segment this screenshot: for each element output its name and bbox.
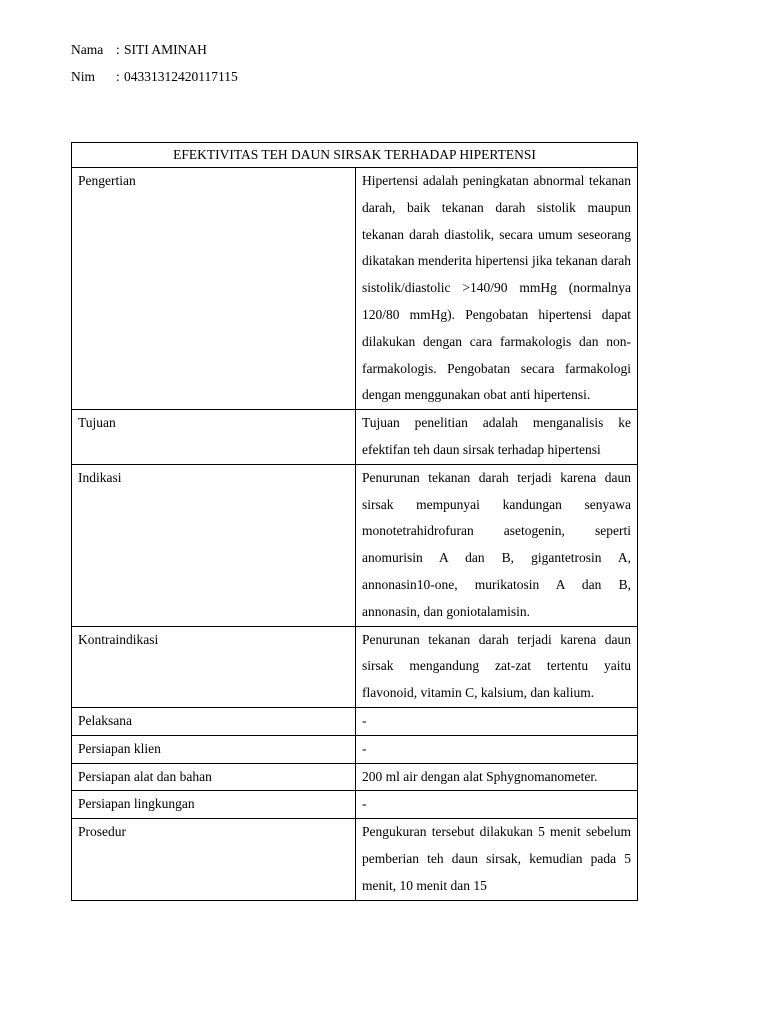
table-row bbox=[72, 464, 638, 626]
row-label: Indikasi bbox=[72, 464, 356, 626]
table-row bbox=[72, 791, 638, 819]
row-label: Persiapan klien bbox=[72, 735, 356, 763]
table-row bbox=[72, 819, 638, 900]
row-value: Penurunan tekanan darah terjadi karena daun sirsak mengandung zat-zat tertentu yaitu flavonoid, vitamin C, kalsium, dan kalium. bbox=[356, 626, 638, 707]
row-label: Persiapan lingkungan bbox=[72, 791, 356, 819]
row-value: Tujuan penelitian adalah menganalisis ke efektifan teh daun sirsak terhadap hipertensi bbox=[356, 410, 638, 465]
table-row bbox=[72, 763, 638, 791]
name-value: SITI AMINAH bbox=[124, 41, 207, 57]
nim-value: 04331312420117115 bbox=[124, 68, 238, 84]
row-value: - bbox=[356, 791, 638, 819]
nim-separator: : bbox=[116, 68, 120, 84]
table-row bbox=[72, 735, 638, 763]
name-row bbox=[71, 36, 238, 63]
name-label: Nama bbox=[71, 41, 104, 57]
row-value: Hipertensi adalah peningkatan abnormal tekanan darah, baik tekanan darah sistolik maupun tekanan darah diastolik, secara umum seseorang dikatakan menderita hipertensi jika tekanan darah sistolik/diastolic >140/90 mmHg (normalnya 120/80 mmHg). Pengobatan hipertensi dapat dilakukan dengan cara farmakologis dan non-farmakologis. Pengobatan secara farmakologi dengan menggunakan obat anti hipertensi. bbox=[356, 168, 638, 410]
student-header bbox=[71, 36, 238, 90]
table-title: EFEKTIVITAS TEH DAUN SIRSAK TERHADAP HIPERTENSI bbox=[72, 143, 638, 168]
table-row bbox=[72, 707, 638, 735]
nim-label: Nim bbox=[71, 68, 96, 84]
row-value: - bbox=[356, 707, 638, 735]
row-label: Tujuan bbox=[72, 410, 356, 465]
table-row bbox=[72, 626, 638, 707]
row-label: Pelaksana bbox=[72, 707, 356, 735]
row-label: Persiapan alat dan bahan bbox=[72, 763, 356, 791]
row-label: Kontraindikasi bbox=[72, 626, 356, 707]
row-label: Pengertian bbox=[72, 168, 356, 410]
row-label: Prosedur bbox=[72, 819, 356, 900]
row-value: Penurunan tekanan darah terjadi karena daun sirsak mempunyai kandungan senyawa monotetrahidrofuran asetogenin, seperti anomurisin A dan B, gigantetrosin A, annonasin10-one, murikatosin A dan B, annonasin, dan goniotalamisin. bbox=[356, 464, 638, 626]
table-row bbox=[72, 168, 638, 410]
row-value: Pengukuran tersebut dilakukan 5 menit sebelum pemberian teh daun sirsak, kemudian pada 5 menit, 10 menit dan 15 bbox=[356, 819, 638, 900]
name-separator: : bbox=[116, 41, 120, 57]
nim-row bbox=[71, 63, 238, 90]
procedure-table bbox=[71, 142, 638, 901]
row-value: 200 ml air dengan alat Sphygnomanometer. bbox=[356, 763, 638, 791]
table-title-row bbox=[72, 143, 638, 168]
row-value: - bbox=[356, 735, 638, 763]
table-row bbox=[72, 410, 638, 465]
